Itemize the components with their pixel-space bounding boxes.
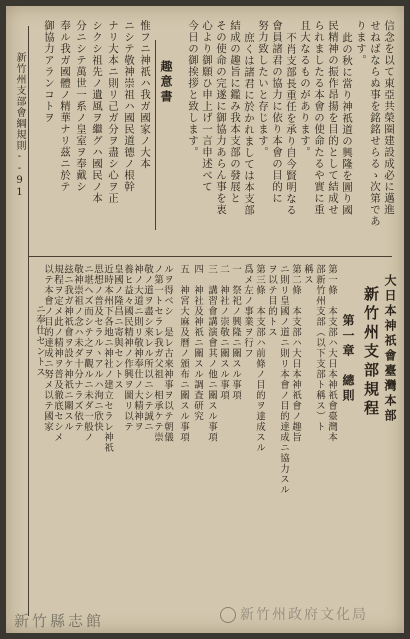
text-column: 且大なるものがあります。 bbox=[299, 20, 311, 158]
text-column: 以テ本會ノ目的達成ニ努メ以テ國家 bbox=[42, 264, 53, 432]
regulations-org-title: 大日本神祇會臺灣本部 bbox=[383, 274, 397, 424]
article-column: 第一條 本支部ハ大日本神祇會臺灣本 bbox=[326, 264, 337, 443]
text-column: 惟フニ神祇ハ我ガ國家ノ大本 bbox=[139, 20, 151, 170]
article-column: 一 祭祀ノ興隆ニ關スル事項 bbox=[230, 264, 241, 401]
text-column: 會員諸君の協力に依り本會の目的に bbox=[271, 20, 283, 204]
text-column: 敬神崇祖ノ念ハ未ダ十分ナラズ依テ bbox=[72, 264, 83, 432]
text-column: ニ奉仕セントス bbox=[34, 304, 45, 378]
text-column: 努力致したいと存じます。 bbox=[257, 20, 269, 158]
watermark-seal-icon bbox=[220, 607, 236, 623]
text-column: せねばならぬ事を銘銘せらるゝ次第であ bbox=[369, 20, 381, 227]
text-column: ニシテ敬神崇祖ハ國民道德ノ根幹 bbox=[123, 20, 135, 193]
text-column: 思想ノ普及セラルヽアルハ洵ニ欣快 bbox=[92, 264, 103, 432]
regulations-block bbox=[220, 264, 398, 604]
text-column: ノ第一トセラレ我ガ父祖 相承ケテ崇 bbox=[152, 264, 163, 443]
archive-watermark bbox=[220, 604, 368, 624]
text-column: 信念を以て東亞共榮圈建設成必に邁進 bbox=[383, 20, 395, 216]
text-column: ルヲ得ベシ 是レ古來神事ヲ以テ朝儀 bbox=[162, 264, 173, 443]
prospectus-continued bbox=[36, 264, 172, 604]
county-watermark: 新竹縣志館 bbox=[14, 612, 105, 630]
margin-rule bbox=[28, 26, 29, 616]
article-column: ニ則リ皇國ノ道ニ則リ本會ノ目的達成ニ協力スル bbox=[278, 264, 289, 495]
text-column: 敬ノ道ヲ盡シ來レル所以ニシテ誠ニ bbox=[142, 264, 153, 432]
article-column: 爲メ左ノ事業ヲ行フ bbox=[242, 264, 253, 359]
watermark-text: 新竹州政府文化局 bbox=[240, 607, 368, 623]
text-column: 神ノ大道ニ則リ敬神奉仕ノ大精神ヲ bbox=[132, 264, 143, 432]
text-column: 玆ニ我ガ神祇會ヲ設ケ神祇ニ關スル bbox=[62, 264, 73, 432]
article-column: 五 神宮大麻及曆ノ頒布ニ關スル事項 bbox=[178, 264, 189, 443]
prospectus-heading: 趣意書 bbox=[159, 60, 173, 105]
text-column: その使命の完遂に御協力あらん事を衷 bbox=[215, 20, 227, 216]
text-column: 今日の御挨拶と致します。 bbox=[187, 20, 199, 158]
text-column: ニ堪ヘズ而シテ之ヲ觀ルニ未ダ一般ノ bbox=[82, 264, 93, 443]
text-column: 心より御願ひ申上げ一言申述べて bbox=[201, 20, 213, 193]
text-column: られましたる本會の使命たるや實に重 bbox=[313, 20, 325, 216]
text-column: 此の秋に當り神祇道の興隆を圖り國 bbox=[341, 32, 353, 216]
article-column: 部新竹州支部（以下支部ト稱ス）ト bbox=[314, 264, 325, 432]
text-column: 庶くは諸君に於かれましては本支部 bbox=[243, 32, 255, 216]
article-column: 第三條 本支部ハ前條ノ目的ヲ達成スル bbox=[254, 264, 265, 453]
article-column: 二 神社ノ崇敬ニ關スル事項 bbox=[218, 264, 229, 401]
chapter-heading: 第一章 總則 bbox=[341, 314, 355, 404]
regulations-continued bbox=[174, 264, 218, 604]
running-header: 新竹州支部會綱規則--91 bbox=[14, 52, 25, 199]
text-column: 民精神の振作昂揚を目的として結成せ bbox=[327, 20, 339, 216]
document-page bbox=[6, 6, 404, 633]
text-column: ります。 bbox=[355, 20, 367, 66]
article-column: 第二條 本支部ハ大日本神祇會ノ趣旨 bbox=[290, 264, 301, 443]
greeting-block bbox=[186, 20, 396, 248]
text-column: 不肖支部長重任を承り自今賢明なる bbox=[285, 32, 297, 216]
text-column: 御協力アランコトヲ bbox=[43, 20, 55, 124]
article-column: 三 講習會講演會其ノ他ニ關スル事項 bbox=[206, 264, 217, 443]
text-column: シクシ祖先ノ遺風ヲ繼グハ國民ノ本 bbox=[91, 20, 103, 204]
article-column: 稱ス bbox=[302, 264, 313, 285]
heading-rule bbox=[155, 40, 156, 230]
text-column: 奉ル我ガ國體ノ精華ナリ茲ニ於テ bbox=[59, 20, 71, 193]
text-column: 養ヒ益々國民精神ノ作興ヲ圖リ以テ bbox=[122, 264, 133, 432]
regulations-title: 新竹州支部規程 bbox=[362, 286, 380, 419]
text-column: 皇國ノ隆昌ニ寄與セントス bbox=[112, 264, 123, 390]
prospectus-block bbox=[36, 20, 176, 248]
middle-divider bbox=[28, 256, 392, 257]
article-column: ヲ以テ目的トス bbox=[266, 264, 277, 338]
text-column: 分ニシテ萬世一系ノ皇室ヲ奉戴シ bbox=[75, 20, 87, 193]
text-column: 規程ヲ定メ此ノ精神ヲ普及徹底セシメ bbox=[52, 264, 63, 443]
article-column: 四 神社及神祇ニ關スル調査研究 bbox=[192, 264, 203, 422]
text-column: 結成の趣旨に鑑み我本支部の發展と bbox=[229, 20, 241, 204]
text-column: ナリ大本ニ則リ己ガ分ヲ盡シ心ヲ正 bbox=[107, 20, 119, 204]
text-column: 近時本州下各地ニ神社ノ建立セラレ神祇 bbox=[102, 264, 113, 453]
